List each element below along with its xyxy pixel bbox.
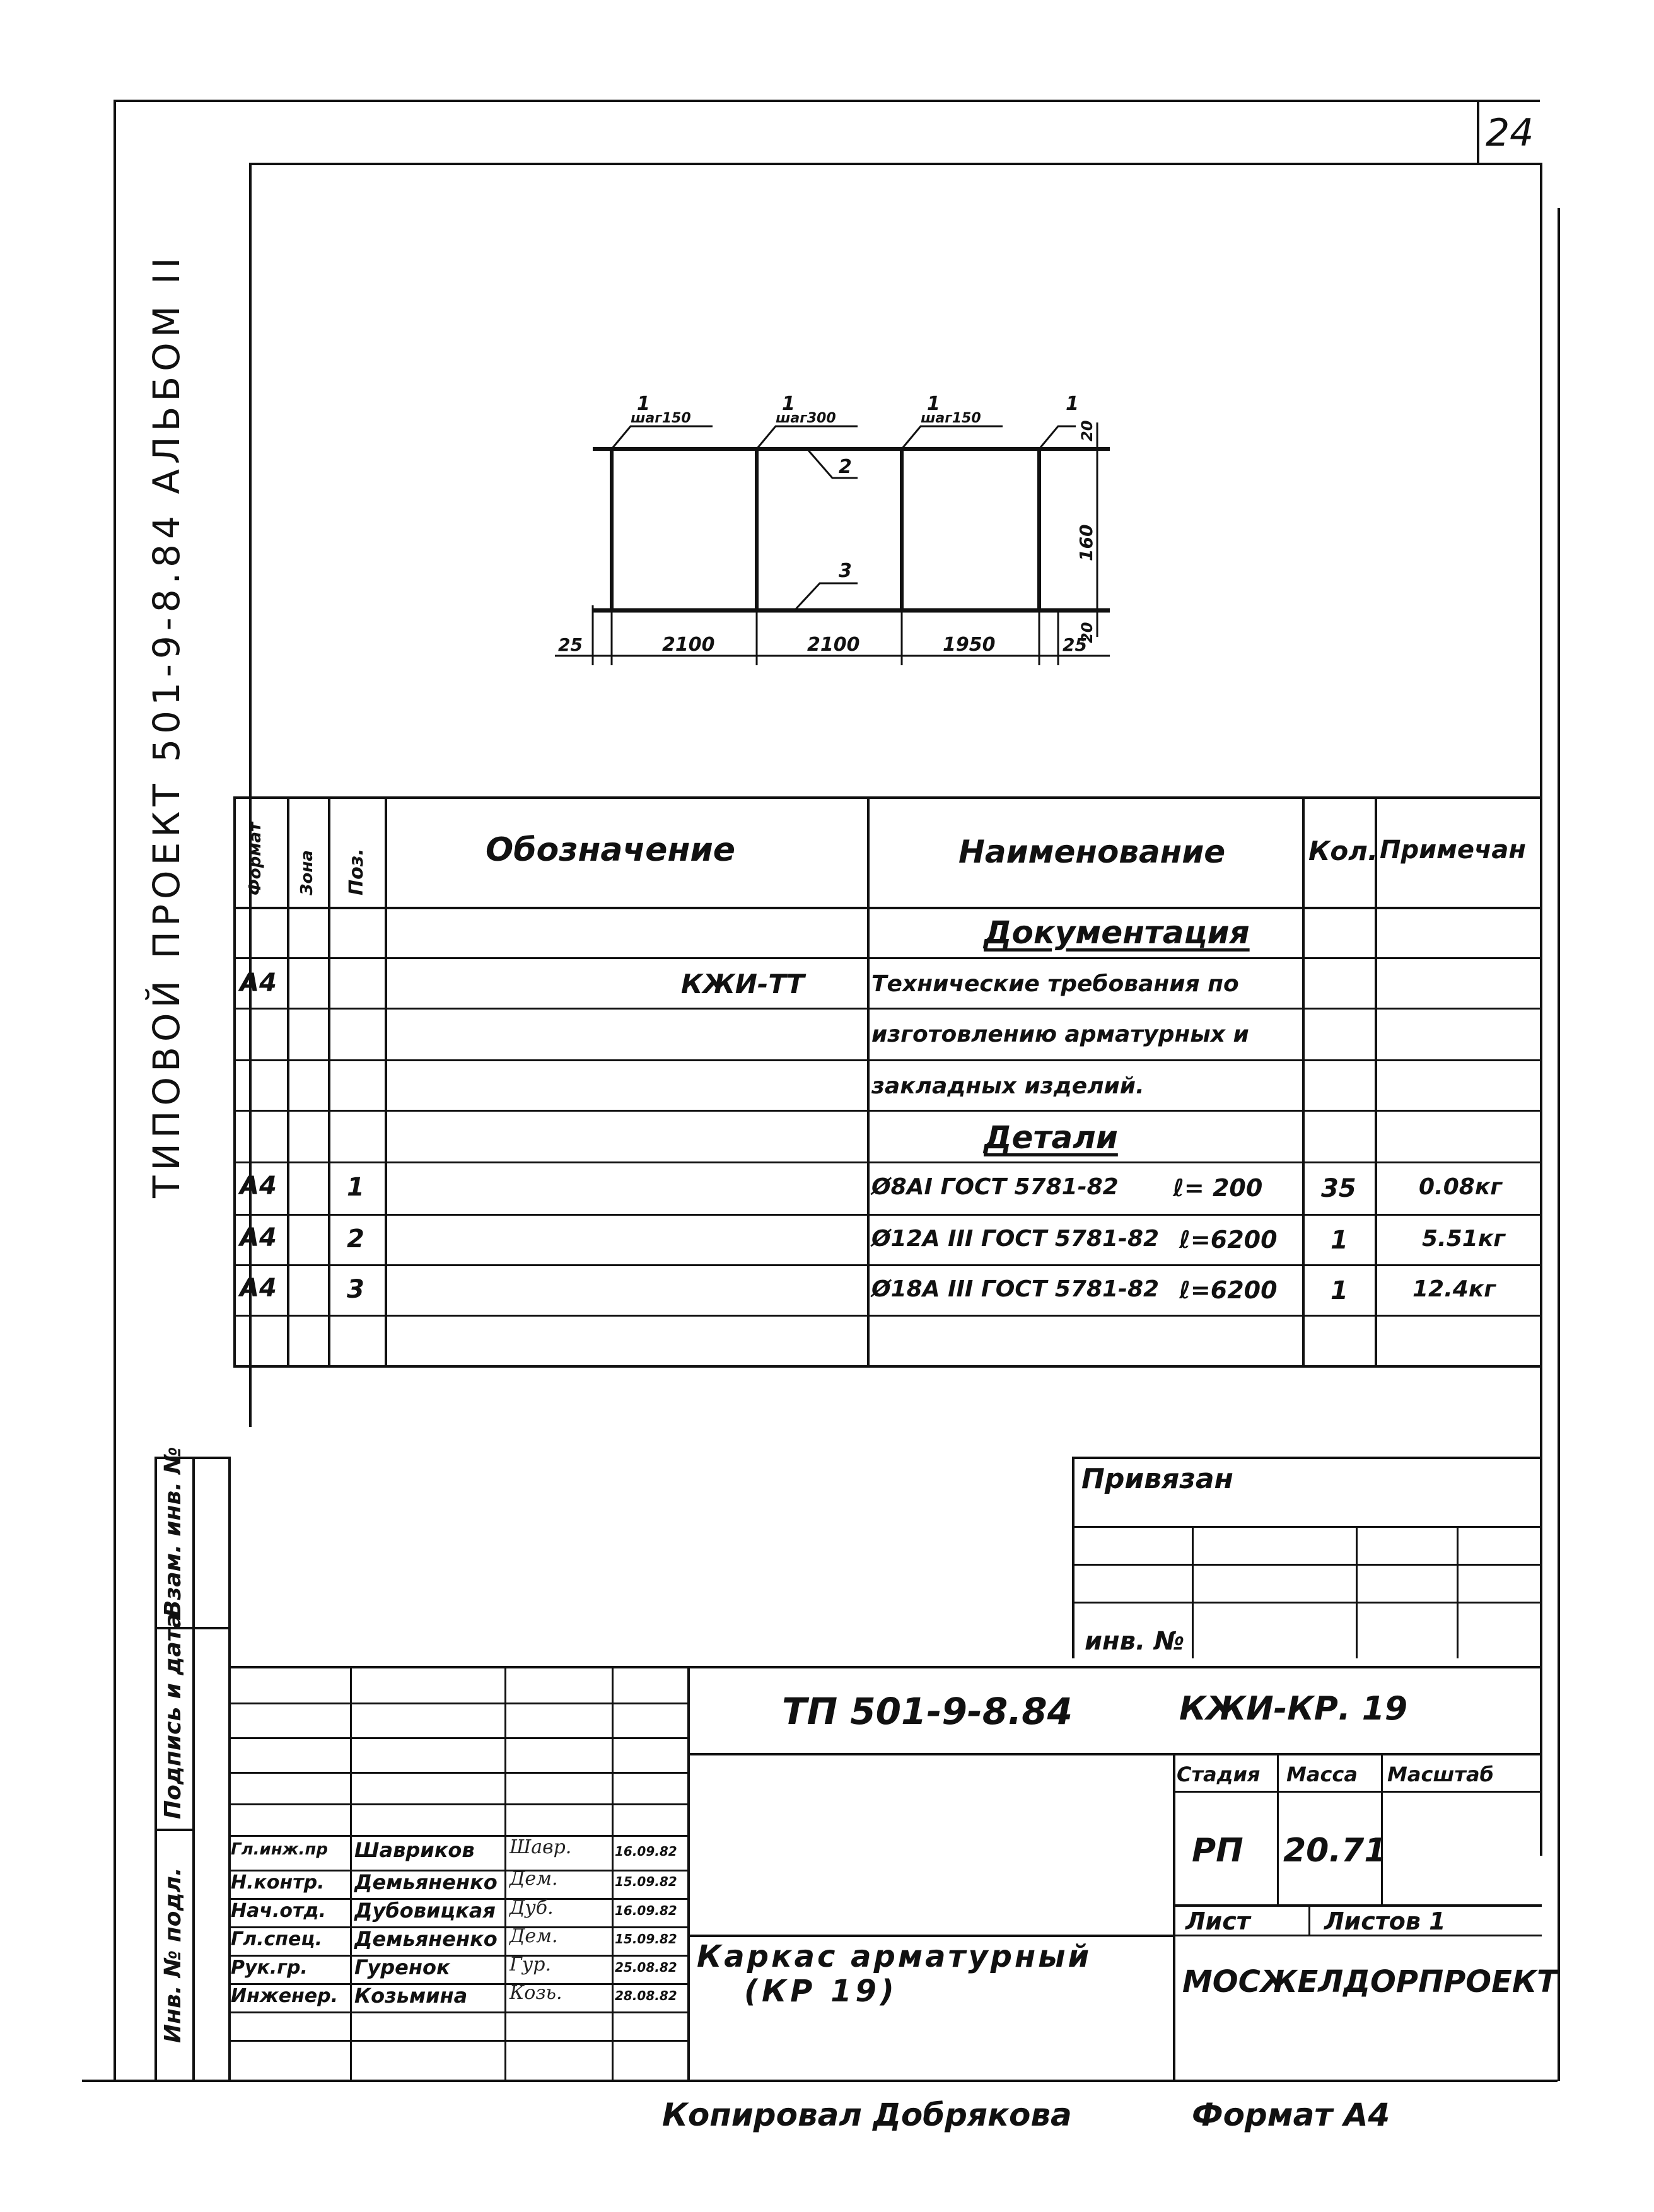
row3-pos: 3 [347,1275,364,1304]
doc-name-line2: изготовлению арматурных и [871,1022,1249,1047]
person-signature-6: Козь. [510,1982,562,2004]
pos-label-1c: 1 [927,393,940,415]
row1-name: Ø8АI ГОСТ 5781-82 [871,1174,1119,1200]
sheet-number-box-left [1477,100,1479,163]
dim-2100-a: 2100 [662,634,715,656]
doc-name-line3: закладных изделий. [871,1073,1144,1099]
pos-label-3: 3 [839,560,852,582]
sheets-label: Листов 1 [1324,1907,1446,1935]
header-format: Формат [246,822,265,895]
leader-1d [1039,426,1076,449]
person-signature-4: Дем. [510,1925,558,1947]
person-role-5: Рук.гр. [231,1957,308,1979]
person-signature-5: Гур. [510,1953,552,1976]
org-name: МОСЖЕЛДОРПРОЕКТ [1182,1964,1558,2000]
outer-frame-bottom [82,2080,1558,2082]
scale-label: Масштаб [1387,1762,1494,1786]
step-label-2: шаг300 [776,410,836,426]
pos-label-1a: 1 [637,393,650,415]
person-role-2: Н.контр. [231,1871,325,1894]
leader-3 [795,583,858,610]
cage-drawing [542,378,1148,694]
doc-mark: КЖИ-КР. 19 [1179,1690,1408,1728]
footer-format: Формат А4 [1192,2097,1390,2133]
person-name-5: Гуренок [354,1955,450,1979]
row1-pos: 1 [347,1173,364,1202]
leader-1b [757,426,858,449]
header-designation: Обозначение [486,831,736,869]
row1-qty: 35 [1321,1174,1356,1203]
mass-label: Масса [1286,1762,1358,1786]
header-name: Наименование [958,834,1226,870]
footer-copied: Копировал Добрякова [662,2097,1072,2133]
mass-value: 20.71 [1283,1832,1387,1870]
header-qty: Кол. [1308,835,1378,866]
row3-name: Ø18А III ГОСТ 5781-82 [871,1276,1160,1302]
person-signature-3: Дуб. [510,1897,554,1919]
sheet-number: 24 [1486,111,1534,155]
person-role-1: Гл.инж.пр [231,1840,328,1859]
dim-1950: 1950 [943,634,996,656]
item-title-2: (КР 19) [744,1974,898,2009]
person-name-3: Дубовицкая [354,1899,496,1923]
row1-note: 0.08кг [1419,1174,1503,1200]
left-strip-vzam: Взам. инв. № [160,1447,186,1617]
person-date-4: 15.09.82 [615,1931,677,1947]
row2-name: Ø12А III ГОСТ 5781-82 [871,1226,1160,1252]
doc-format: А4 [240,969,277,998]
dim-160: 160 [1076,524,1097,561]
step-label-1: шаг150 [631,410,691,426]
person-date-2: 15.09.82 [615,1874,677,1889]
person-name-2: Демьяненко [354,1870,498,1894]
side-title: ТИПОВОЙ ПРОЕКТ 501-9-8.84 АЛЬБОМ II [145,252,188,1198]
binding-title: Привязан [1081,1463,1233,1495]
row1-format: А4 [240,1172,277,1201]
item-title-1: Каркас арматурный [697,1939,1092,1974]
doc-designation: КЖИ-ТТ [681,969,805,999]
sheet-label: Лист [1185,1907,1250,1935]
row3-length: ℓ=6200 [1179,1276,1278,1304]
person-role-4: Гл.спец. [231,1928,322,1950]
person-date-3: 16.09.82 [615,1903,677,1918]
outer-frame-left [114,100,116,2081]
row2-qty: 1 [1331,1226,1348,1255]
outer-frame-top [114,100,1540,102]
person-date-6: 28.08.82 [615,1988,677,2003]
header-pos: Поз. [346,848,368,895]
stage-label: Стадия [1177,1762,1261,1786]
person-date-1: 16.09.82 [615,1844,677,1859]
inner-frame-top [249,163,1542,165]
person-signature-1: Шавр. [510,1836,572,1858]
binding-inv: инв. № [1085,1627,1185,1656]
doc-code: ТП 501-9-8.84 [782,1690,1073,1733]
outer-frame-right [1558,208,1560,2081]
header-zone: Зона [298,850,317,895]
person-role-3: Нач.отд. [231,1900,326,1922]
pos-label-2: 2 [839,456,852,478]
person-role-6: Инженер. [231,1985,338,2007]
person-name-4: Демьяненко [354,1927,498,1951]
section-docs: Документация [984,914,1250,951]
dim-25-right: 25 [1063,634,1087,655]
person-date-5: 25.08.82 [615,1960,677,1975]
dim-25-left: 25 [558,634,583,655]
left-strip-inv: Инв. № подл. [160,1867,186,2043]
pos-label-1b: 1 [782,393,795,415]
row2-note: 5.51кг [1422,1226,1506,1252]
leader-1c [902,426,1003,449]
dim-20-bottom: 20 [1078,622,1096,643]
row3-note: 12.4кг [1412,1276,1496,1302]
row2-length: ℓ=6200 [1179,1226,1278,1254]
stage-value: РП [1192,1832,1243,1870]
person-name-1: Шавриков [354,1838,475,1862]
section-parts: Детали [984,1119,1118,1156]
step-label-3: шаг150 [921,410,981,426]
row3-qty: 1 [1331,1276,1348,1305]
person-name-6: Козьмина [354,1984,468,2008]
row3-format: А4 [240,1274,277,1303]
dim-20-top: 20 [1078,420,1096,441]
left-strip-signature: Подпись и дата [160,1613,186,1819]
person-signature-2: Дем. [510,1868,558,1890]
dim-2100-b: 2100 [807,634,860,656]
leader-1a [612,426,713,449]
doc-name-line1: Технические требования по [871,971,1239,997]
row2-pos: 2 [347,1225,364,1254]
pos-label-1d: 1 [1066,393,1079,415]
row2-format: А4 [240,1223,277,1252]
header-note: Примечан [1380,835,1527,864]
row1-length: ℓ= 200 [1173,1174,1263,1202]
